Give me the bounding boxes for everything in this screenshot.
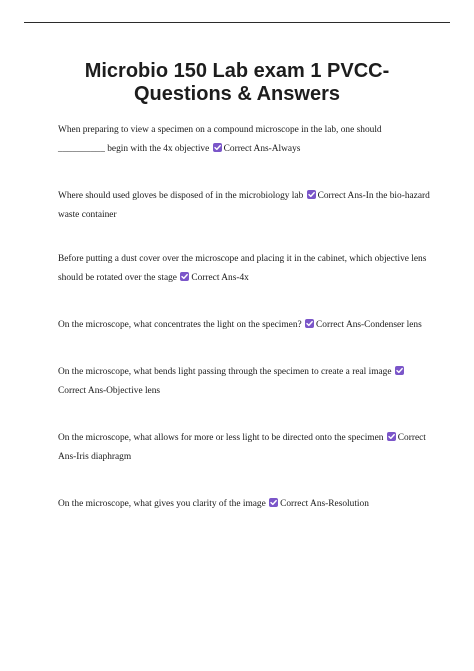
question-text: When preparing to view a specimen on a compound microscope in the lab, one should __________ begin with the 4x objective xyxy=(58,125,382,154)
check-mark-box-icon xyxy=(307,190,316,199)
check-mark-box-icon xyxy=(180,272,189,281)
answer-text: Correct Ans-Objective lens xyxy=(58,386,161,396)
answer-text: Correct Ans-Iris diaphragm xyxy=(58,433,426,462)
answer-text: Correct Ans-Resolution xyxy=(280,499,369,509)
check-mark-box-icon xyxy=(395,366,404,375)
title-line-2: Questions & Answers xyxy=(134,83,340,105)
check-mark-box-icon xyxy=(305,319,314,328)
answer-text: Correct Ans-4x xyxy=(191,273,249,283)
qa-item-1 xyxy=(58,121,430,159)
qa-item-3 xyxy=(58,250,430,288)
question-text: Where should used gloves be disposed of in the microbiology lab xyxy=(58,191,304,201)
qa-item-2 xyxy=(58,187,430,225)
qa-item-7 xyxy=(58,495,430,514)
question-text: On the microscope, what bends light passing through the specimen to create a real image xyxy=(58,367,392,377)
check-mark-box-icon xyxy=(213,143,222,152)
question-text: On the microscope, what gives you clarity of the image xyxy=(58,499,266,509)
top-divider xyxy=(24,22,450,23)
answer-text: Correct Ans-Condenser lens xyxy=(316,320,422,330)
qa-item-6 xyxy=(58,429,430,467)
answer-text: Correct Ans-Always xyxy=(223,144,301,154)
check-mark-box-icon xyxy=(269,498,278,507)
question-text: On the microscope, what concentrates the light on the specimen? xyxy=(58,320,302,330)
question-text: Before putting a dust cover over the microscope and placing it in the cabinet, which objective lens should be rotated over the stage xyxy=(58,254,427,283)
document-title xyxy=(40,60,434,106)
answer-text: Correct Ans-In the bio-hazard waste container xyxy=(58,191,430,220)
question-text: On the microscope, what allows for more or less light to be directed onto the specimen xyxy=(58,433,384,443)
check-mark-box-icon xyxy=(387,432,396,441)
qa-item-4 xyxy=(58,316,430,335)
title-line-1: Microbio 150 Lab exam 1 PVCC- xyxy=(84,60,390,82)
qa-item-5 xyxy=(58,363,430,401)
